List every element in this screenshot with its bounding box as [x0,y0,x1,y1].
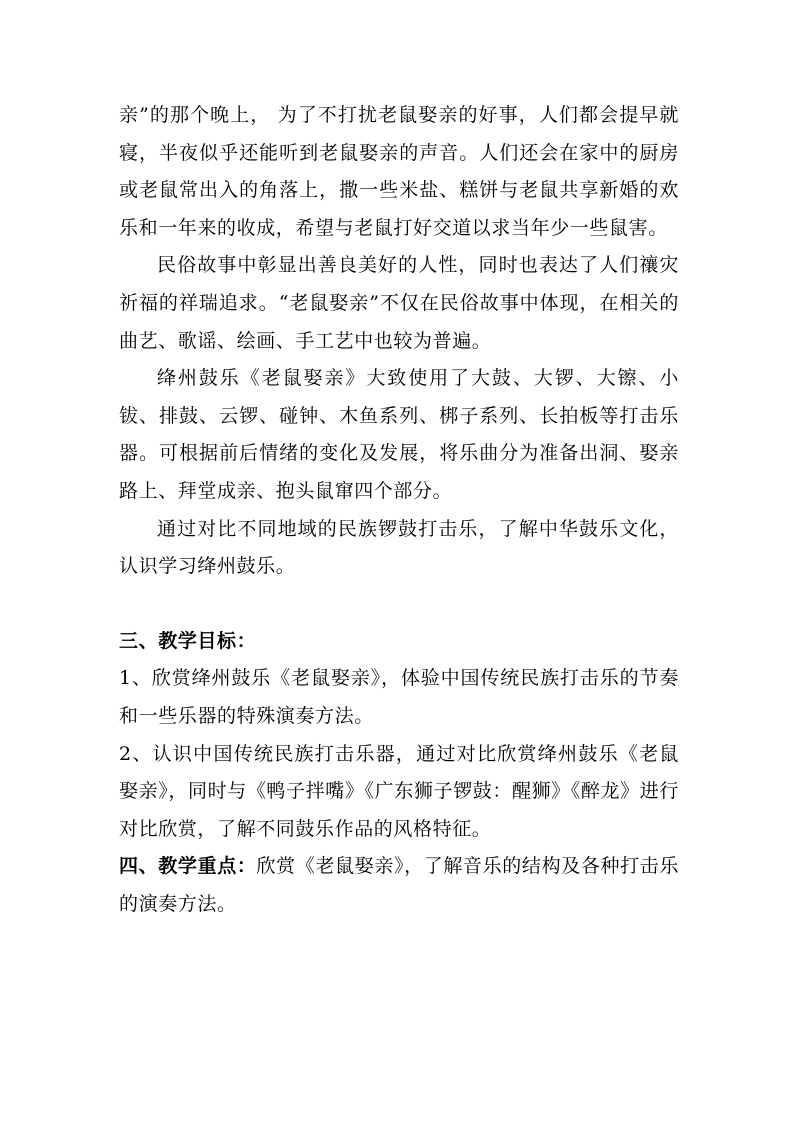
section-teaching-focus-text: 欣赏《老鼠娶亲》，了解音乐的结构及各种打击乐的演奏方法。 [119,855,680,915]
section-teaching-focus-heading: 四、教学重点： [119,855,257,878]
section-teaching-focus [119,848,679,923]
teaching-goal-2: 2、认识中国传统民族打击乐器，通过对比欣赏绛州鼓乐《老鼠娶亲》，同时与《鸭子拌嘴》《广东狮子锣鼓：醒狮》《醉龙》进行对比欣赏，了解不同鼓乐作品的风格特征。 [119,742,679,840]
teaching-goal-1: 1、欣赏绛州鼓乐《老鼠娶亲》，体验中国传统民族打击乐的节奏和一些乐器的特殊演奏方法。 [119,667,679,727]
paragraph-compare: 通过对比不同地域的民族锣鼓打击乐，了解中华鼓乐文化，认识学习绛州鼓乐。 [119,517,679,578]
section-teaching-goals-heading: 三、教学目标： [119,629,257,652]
blank-line [119,586,679,623]
paragraph-mouse-wedding-night: 亲”的那个晚上， 为了不打扰老鼠娶亲的好事，人们都会提早就寝，半夜似乎还能听到老鼠娶亲的声音。人们还会在家中的厨房或老鼠常出入的角落上，撒一些米盐、糕饼与老鼠共享新婚的欢乐和一年来的收成，希望与老鼠打好交道以求当年少一些鼠害。 [119,104,679,239]
document-page [119,97,679,923]
paragraph-instruments: 绛州鼓乐《老鼠娶亲》大致使用了大鼓、大锣、大镲、小钹、排鼓、云锣、碰钟、木鱼系列、梆子系列、长拍板等打击乐器。可根据前后情绪的变化及发展，将乐曲分为准备出洞、娶亲路上、拜堂成亲、抱头鼠窜四个部分。 [119,367,679,502]
paragraph-folk-story: 民俗故事中彰显出善良美好的人性，同时也表达了人们禳灾祈福的祥瑞追求。“老鼠娶亲”不仅在民俗故事中体现，在相关的曲艺、歌谣、绘画、手工艺中也较为普遍。 [119,254,679,352]
